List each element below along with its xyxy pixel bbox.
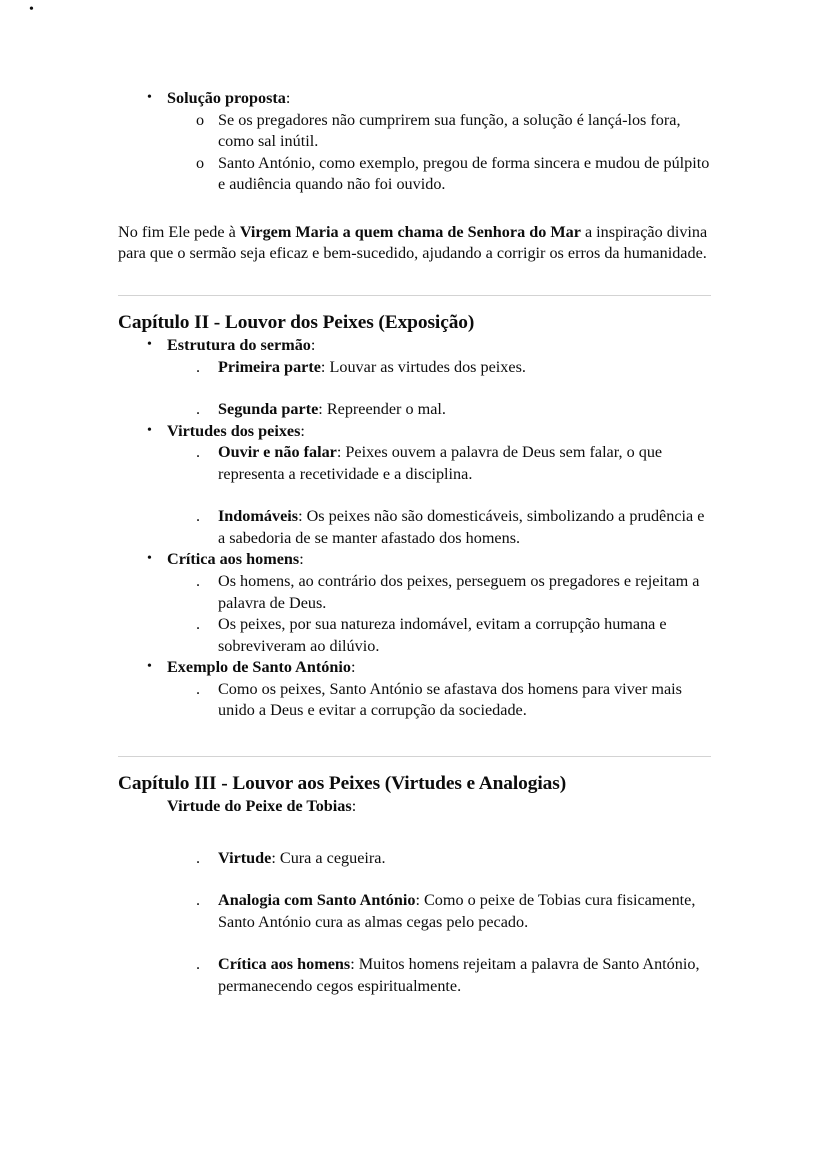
list-item-text: : Repreender o mal. [318, 400, 446, 419]
list-item-text: Os peixes, por sua natureza indomável, evitam a corrupção humana e sobreviveram ao dilúvio. [218, 615, 667, 655]
chapter-three-heading: Capítulo III - Louvor aos Peixes (Virtudes e Analogias) [118, 772, 567, 794]
bullet-icon: • [147, 659, 152, 675]
circle-bullet-icon: o [196, 153, 205, 172]
list-item [118, 954, 711, 997]
list-item-colon: : [310, 336, 316, 355]
list-item-estrutura-do-sermao [118, 335, 711, 421]
dot-bullet-icon: . [196, 891, 201, 910]
bullet-icon: • [29, 2, 34, 17]
list-item [118, 890, 711, 933]
list-item-lead: Indomáveis [218, 507, 299, 526]
section-divider [118, 756, 711, 757]
list-item [118, 614, 711, 657]
list-item-text: : Como o peixe de Tobias cura fisicamente, Santo António cura as almas cegas pelo pecado. [218, 891, 696, 931]
paragraph-text-bold: Virgem Maria a quem chama de Senhora do Mar [239, 222, 581, 241]
dot-bullet-icon: . [196, 615, 201, 634]
list-item [118, 442, 711, 485]
estrutura-sublist [118, 357, 711, 421]
list-item-label: Estrutura do sermão [167, 336, 311, 355]
list-item-lead: Segunda parte [218, 400, 319, 419]
dot-bullet-icon: . [196, 848, 201, 867]
list-item-label: Crítica aos homens [167, 550, 300, 569]
virtudes-sublist [118, 442, 711, 549]
list-item [118, 357, 711, 379]
list-item-virtude-do-peixe-de-tobias [118, 796, 711, 818]
dot-bullet-icon: . [196, 679, 201, 698]
list-item-lead: Primeira parte [218, 357, 321, 376]
bullet-icon: • [147, 90, 152, 105]
list-item-text: : Louvar as virtudes dos peixes. [320, 357, 526, 376]
solucao-proposta-list [118, 88, 711, 196]
list-item-colon: : [351, 797, 357, 816]
list-item-colon: : [350, 658, 356, 677]
list-item-label: Solução proposta [167, 89, 286, 107]
dot-bullet-icon: . [196, 955, 201, 974]
chapter-two-heading: Capítulo II - Louvor dos Peixes (Exposição) [118, 311, 475, 333]
list-item-text: : Os peixes não são domesticáveis, simbolizando a prudência e a sabedoria de se manter afastado dos homens. [218, 507, 705, 547]
section-divider [118, 295, 711, 296]
list-item [118, 848, 711, 870]
tobias-sublist [118, 848, 711, 998]
list-item-lead: Crítica aos homens [218, 955, 351, 974]
list-item-exemplo-de-santo-antonio [118, 657, 711, 722]
list-item-label: Virtude do Peixe de Tobias [167, 797, 352, 816]
list-item-text: Santo António, como exemplo, pregou de forma sincera e mudou de púlpito e audiência quando não foi ouvido. [218, 153, 710, 194]
chapter-two-group-critica [118, 549, 711, 657]
list-item-colon: : [299, 550, 304, 569]
list-item-colon: : [300, 421, 305, 440]
list-item-text: : Cura a cegueira. [271, 848, 386, 867]
list-item [118, 679, 711, 722]
dot-bullet-icon: . [196, 443, 201, 462]
list-item [118, 506, 711, 549]
dot-bullet-icon: . [196, 357, 201, 376]
bullet-icon: • [147, 422, 152, 438]
chapter-two-group-exemplo [118, 657, 711, 722]
paragraph-text-after: a inspiração divina para que o sermão seja eficaz e bem-sucedido, ajudando a corrigir os erros da humanidade. [118, 222, 708, 263]
list-item-text: Se os pregadores não cumprirem sua função, a solução é lançá-los fora, como sal inútil. [218, 110, 681, 151]
list-item [118, 153, 711, 196]
list-item [118, 399, 711, 421]
bullet-icon: • [147, 551, 152, 567]
critica-sublist [118, 571, 711, 657]
list-item-lead: Ouvir e não falar [218, 443, 337, 462]
list-item-colon: : [285, 89, 291, 107]
dot-bullet-icon: . [196, 507, 201, 526]
dot-bullet-icon: . [196, 400, 201, 419]
circle-bullet-icon: o [196, 110, 205, 129]
chapter-two-group-estrutura [118, 335, 711, 421]
list-item-text: Os homens, ao contrário dos peixes, perseguem os pregadores e rejeitam a palavra de Deus. [218, 571, 700, 612]
list-item [118, 110, 711, 153]
solucao-proposta-sublist [118, 110, 711, 196]
list-item [118, 571, 711, 614]
list-item-solucao-proposta [118, 88, 711, 196]
exemplo-sublist [118, 679, 711, 722]
paragraph-text-before: No fim Ele pede à [118, 222, 240, 241]
list-item-label: Exemplo de Santo António [167, 658, 351, 677]
list-item-text: : Peixes ouvem a palavra de Deus sem falar, o que representa a recetividade e a disciplina. [218, 443, 663, 483]
list-item-critica-aos-homens [118, 549, 711, 657]
chapter-two-group-virtudes [118, 421, 711, 550]
dot-bullet-icon: . [196, 571, 201, 590]
closing-paragraph [118, 222, 711, 265]
list-item-text: Como os peixes, Santo António se afastava dos homens para viver mais unido a Deus e evitar a corrupção da sociedade. [218, 679, 682, 720]
list-item-text: : Muitos homens rejeitam a palavra de Santo António, permanecendo cegos espiritualmente. [218, 955, 700, 995]
list-item-lead: Analogia com Santo António [218, 891, 416, 910]
list-item-label: Virtudes dos peixes [167, 421, 301, 440]
list-item-lead: Virtude [218, 848, 272, 867]
list-item-virtudes-dos-peixes [118, 421, 711, 550]
bullet-icon: • [147, 337, 152, 353]
